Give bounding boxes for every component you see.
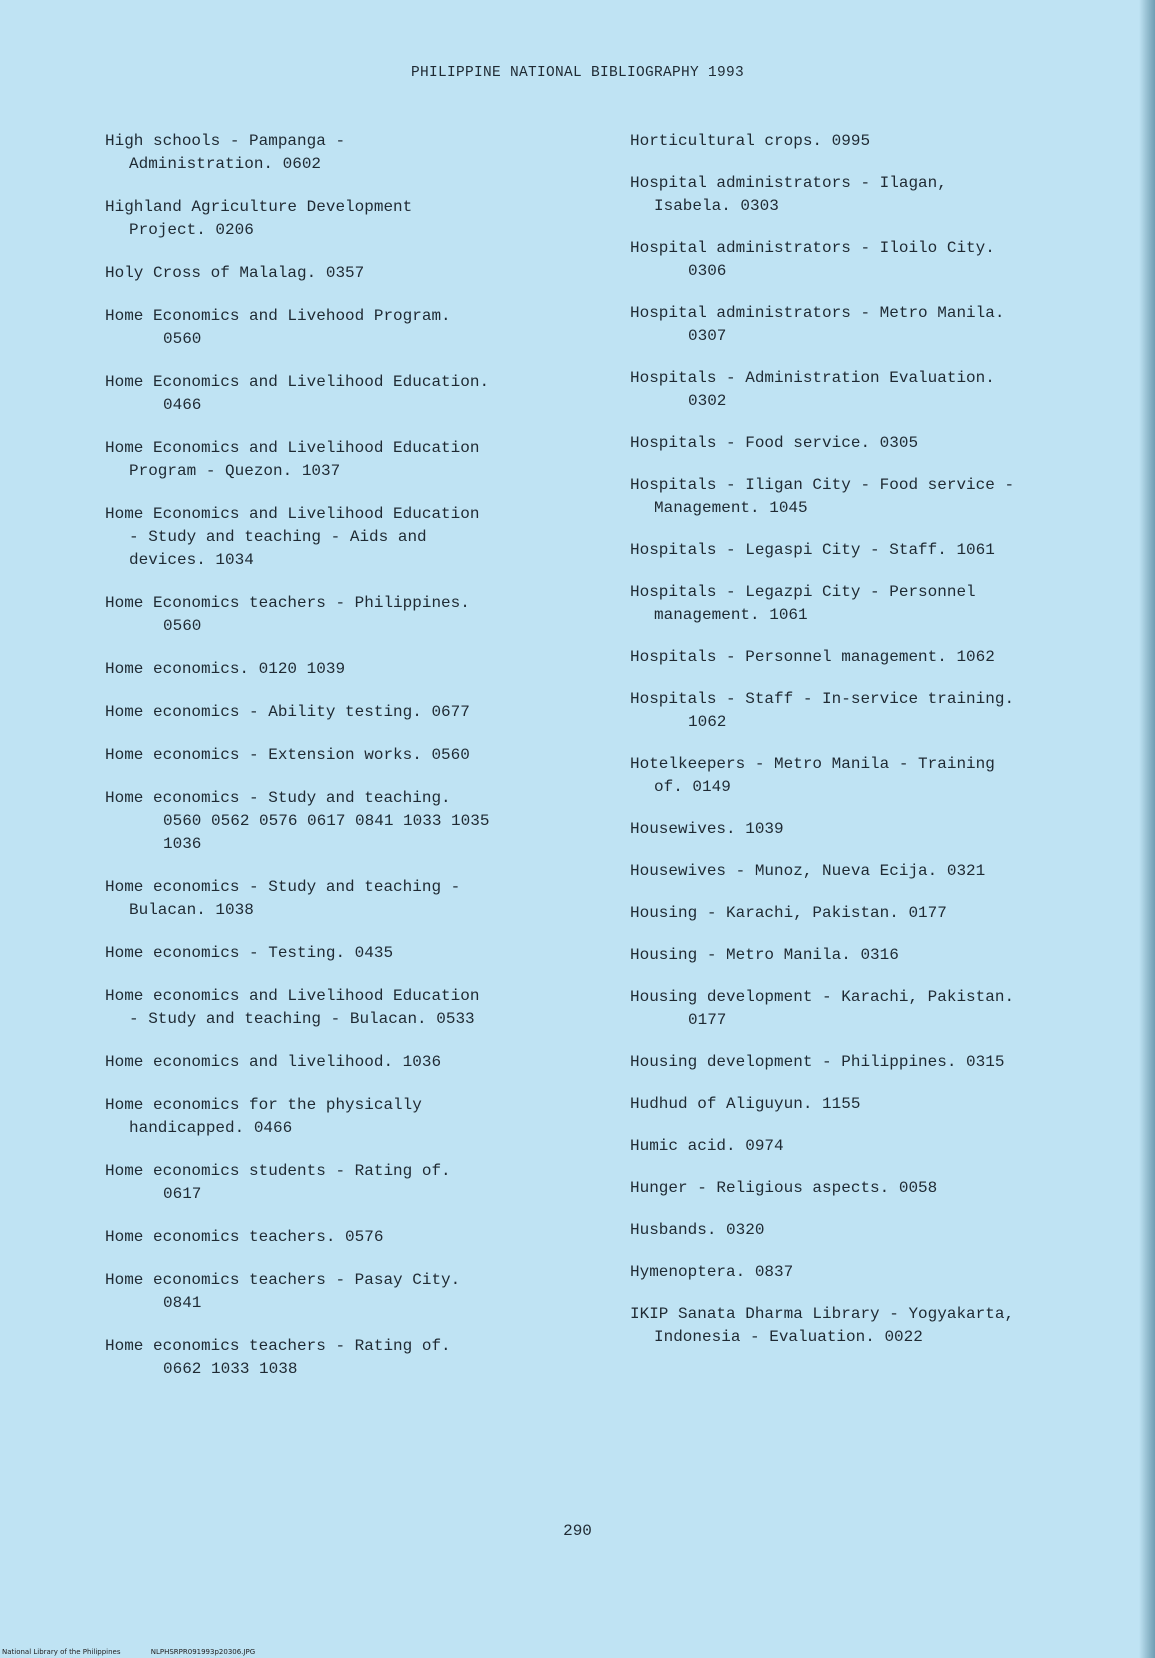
entry-heading: Home economics. 0120 1039 [105,660,346,678]
entry-continuation: 0466 [163,396,202,414]
entry-continuation: 1036 [163,835,202,853]
index-entry [105,262,595,285]
index-entry [105,1094,595,1140]
entry-heading: Home economics and Livelihood Education [105,987,480,1005]
left-index-column [105,130,595,1401]
entry-heading: Home economics - Extension works. 0560 [105,746,470,764]
entry-continuation: 0662 1033 1038 [163,1360,298,1378]
index-entry [630,818,1120,841]
entry-heading: Home economics - Study and teaching. [105,789,451,807]
entry-heading: Home economics teachers - Pasay City. [105,1271,461,1289]
entry-heading: Home Economics teachers - Philippines. [105,594,470,612]
index-entry [630,1051,1120,1074]
index-entry [105,701,595,724]
entry-continuation: Bulacan. 1038 [129,901,254,919]
index-entry [630,302,1120,348]
index-entry [105,196,595,242]
entry-heading: Hospitals - Staff - In-service training. [630,690,1015,708]
entry-continuation: 0560 [163,617,202,635]
entry-heading: Housing - Metro Manila. 0316 [630,946,899,964]
entry-continuation: - Study and teaching - Aids and [129,528,427,546]
entry-continuation: Administration. 0602 [129,155,322,173]
entry-heading: High schools - Pampanga - [105,132,346,150]
entry-continuation: 0841 [163,1294,202,1312]
entry-heading: Hospital administrators - Metro Manila. [630,304,1005,322]
index-entry [630,474,1120,520]
index-entry [630,1093,1120,1116]
entry-heading: Home economics teachers - Rating of. [105,1337,451,1355]
entry-heading: Housewives - Munoz, Nueva Ecija. 0321 [630,862,986,880]
entry-heading: Hudhud of Aliguyun. 1155 [630,1095,861,1113]
entry-heading: Hospitals - Administration Evaluation. [630,369,995,387]
entry-continuation: 0560 [163,330,202,348]
footer-file: NLPHSRPR091993p20306.JPG [150,1648,256,1656]
entry-heading: Highland Agriculture Development [105,198,413,216]
entry-heading: Housing development - Karachi, Pakistan. [630,988,1015,1006]
entry-heading: Hunger - Religious aspects. 0058 [630,1179,938,1197]
index-entry [630,986,1120,1032]
index-entry [630,581,1120,627]
entry-continuation: management. 1061 [654,606,808,624]
index-entry [105,1335,595,1381]
entry-continuation: - Study and teaching - Bulacan. 0533 [129,1010,475,1028]
index-entry [105,658,595,681]
entry-continuation: 0306 [688,262,727,280]
index-entry [105,942,595,965]
index-entry [630,1303,1120,1349]
entry-heading: Hospitals - Food service. 0305 [630,434,919,452]
index-entry [105,305,595,351]
entry-heading: Hospitals - Legazpi City - Personnel [630,583,976,601]
page-edge-shadow [1139,0,1155,1658]
index-entry [630,902,1120,925]
index-entry [105,437,595,483]
index-entry [630,237,1120,283]
index-entry [105,1051,595,1074]
entry-continuation: 0617 [163,1185,202,1203]
entry-heading: Holy Cross of Malalag. 0357 [105,264,365,282]
index-entry [630,944,1120,967]
index-entry [105,130,595,176]
index-entry [105,985,595,1031]
entry-heading: Home Economics and Livelihood Education. [105,373,490,391]
entry-continuation: 1062 [688,713,727,731]
entry-heading: Humic acid. 0974 [630,1137,784,1155]
entry-heading: Hospitals - Legaspi City - Staff. 1061 [630,541,995,559]
entry-heading: Home Economics and Livehood Program. [105,307,451,325]
entry-heading: Hymenoptera. 0837 [630,1263,794,1281]
scan-footer [2,1648,283,1656]
entry-heading: Horticultural crops. 0995 [630,132,871,150]
index-entry [630,1219,1120,1242]
entry-heading: Home economics - Study and teaching - [105,878,461,896]
index-entry [630,1177,1120,1200]
index-entry [105,592,595,638]
index-entry [105,1226,595,1249]
index-entry [630,172,1120,218]
index-entry [630,367,1120,413]
entry-heading: Hotelkeepers - Metro Manila - Training [630,755,995,773]
right-index-column [630,130,1120,1368]
entry-continuation: 0560 0562 0576 0617 0841 1033 1035 [163,812,490,830]
entry-heading: Hospitals - Personnel management. 1062 [630,648,995,666]
entry-continuation: Program - Quezon. 1037 [129,462,341,480]
entry-continuation: 0302 [688,392,727,410]
entry-heading: Hospitals - Iligan City - Food service - [630,476,1015,494]
entry-continuation: Indonesia - Evaluation. 0022 [654,1328,923,1346]
index-entry [630,1261,1120,1284]
entry-heading: Home economics students - Rating of. [105,1162,451,1180]
entry-continuation: Management. 1045 [654,499,808,517]
index-entry [105,371,595,417]
entry-continuation: 0307 [688,327,727,345]
index-entry [630,539,1120,562]
entry-heading: Housewives. 1039 [630,820,784,838]
index-entry [105,1269,595,1315]
index-entry [630,1135,1120,1158]
index-entry [105,1160,595,1206]
entry-heading: Housing development - Philippines. 0315 [630,1053,1005,1071]
index-entry [105,744,595,767]
entry-heading: Husbands. 0320 [630,1221,765,1239]
index-entry [630,130,1120,153]
entry-heading: Home economics - Ability testing. 0677 [105,703,470,721]
index-entry [630,432,1120,455]
index-entry [105,876,595,922]
entry-heading: Hospital administrators - Iloilo City. [630,239,995,257]
entry-heading: Home economics and livelihood. 1036 [105,1053,442,1071]
page-number: 290 [563,1522,592,1540]
entry-heading: Home economics - Testing. 0435 [105,944,394,962]
entry-heading: IKIP Sanata Dharma Library - Yogyakarta, [630,1305,1015,1323]
index-entry [105,787,595,856]
index-entry [630,688,1120,734]
entry-heading: Housing - Karachi, Pakistan. 0177 [630,904,947,922]
index-entry [630,646,1120,669]
entry-heading: Home economics for the physically [105,1096,422,1114]
entry-continuation: Project. 0206 [129,221,254,239]
index-entry [105,503,595,572]
entry-heading: Home Economics and Livelihood Education [105,439,480,457]
page-header: PHILIPPINE NATIONAL BIBLIOGRAPHY 1993 [410,65,745,81]
entry-heading: Home economics teachers. 0576 [105,1228,384,1246]
entry-continuation: 0177 [688,1011,727,1029]
entry-heading: Home Economics and Livelihood Education [105,505,480,523]
entry-continuation: Isabela. 0303 [654,197,779,215]
footer-library: National Library of the Philippines [2,1648,121,1656]
index-entry [630,753,1120,799]
entry-continuation: of. 0149 [654,778,731,796]
entry-heading: Hospital administrators - Ilagan, [630,174,947,192]
entry-continuation: devices. 1034 [129,551,254,569]
index-entry [630,860,1120,883]
entry-continuation: handicapped. 0466 [129,1119,293,1137]
